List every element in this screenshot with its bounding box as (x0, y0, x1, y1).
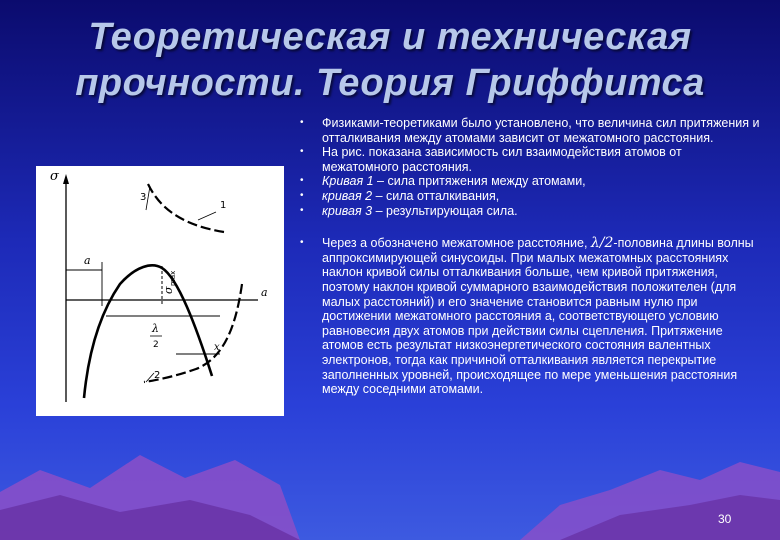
bullet-text-3: – сила притяжения между атомами, (373, 174, 586, 189)
title-line-2: прочности. Теория Гриффитса (75, 62, 705, 104)
bullet-list (300, 116, 760, 397)
sigma-max-label: σ (162, 286, 175, 294)
sigma-max-subscript: max (169, 270, 177, 286)
bullet-item-6 (300, 236, 760, 397)
slide-title (0, 14, 780, 106)
curve-1-attraction (148, 184, 227, 232)
bullet-text-6a: Через a обозначено межатомное расстояние, (322, 236, 591, 251)
bullet-dot: • (300, 175, 304, 187)
bullet-item-3 (300, 174, 760, 189)
bullet-dot: • (300, 204, 304, 216)
curve-3-leader (146, 186, 150, 210)
curve-1-leader (198, 212, 216, 220)
curve-label-3: 3 (140, 192, 147, 203)
title-line-1: Теоретическая и техническая (88, 16, 692, 58)
curve-3-term: кривая 3 (322, 203, 373, 218)
bullet-text-5: – результирующая сила. (372, 203, 518, 218)
bullet-item-4 (300, 189, 760, 204)
page-number: 30 (718, 512, 732, 526)
lambda-denominator: 2 (153, 340, 159, 350)
curve-3-resultant (84, 265, 212, 398)
lambda-numerator: λ (152, 322, 159, 335)
bullet-text-2: На рис. показана зависимость сил взаимодействия атомов от межатомного расстояния. (322, 145, 682, 174)
curve-label-1: 1 (220, 200, 227, 211)
diagram-svg (36, 166, 284, 416)
bullet-item-1 (300, 116, 760, 145)
bullet-dot: • (300, 237, 304, 249)
bullet-dot: • (300, 189, 304, 201)
curve-label-2: 2 (154, 370, 161, 381)
bullet-text-4: – сила отталкивания, (372, 188, 500, 203)
force-distance-diagram (36, 166, 284, 416)
curve-2-term: кривая 2 (322, 188, 373, 203)
y-axis-label: σ (50, 169, 59, 184)
curve-1-term: Кривая 1 (322, 174, 374, 189)
bullet-spacer (300, 218, 760, 236)
lambda-half-symbol: λ/2 (590, 235, 614, 252)
y-axis-arrow (63, 174, 69, 184)
bullet-dot: • (300, 117, 304, 128)
a-label: a (84, 254, 91, 267)
bullet-item-5 (300, 204, 760, 219)
bullet-item-2 (300, 145, 760, 174)
bullet-dot: • (300, 146, 304, 158)
bullet-text-1: Физиками-теоретиками было установлено, что величина сил притяжения и отталкивания между атомами зависит от межатомного расстояния. (322, 116, 760, 145)
x-axis-label: a (261, 286, 268, 299)
x-end-label: x (214, 342, 220, 353)
bullet-text-6b: -половина длины волны аппроксимирующей синусоиды. При малых межатомных расстояниях наклон кривой силы отталкивания больше, чем кривой притяжения, поэтому наклон кривой суммарного взаимодействия положителен (для малых расстояний) и его значение становится равным нулю при достижении межатомного расстояния a, соответствующего условию равновесия двух атомов при действии силы сцепления. Притяжение атомов есть результат низкоэнергетического состояния валентных электронов, тогда как причиной отталкивания является перекрытие заполненных уровней, происходящее по мере уменьшения расстояния между соседними атомами. (322, 236, 754, 397)
